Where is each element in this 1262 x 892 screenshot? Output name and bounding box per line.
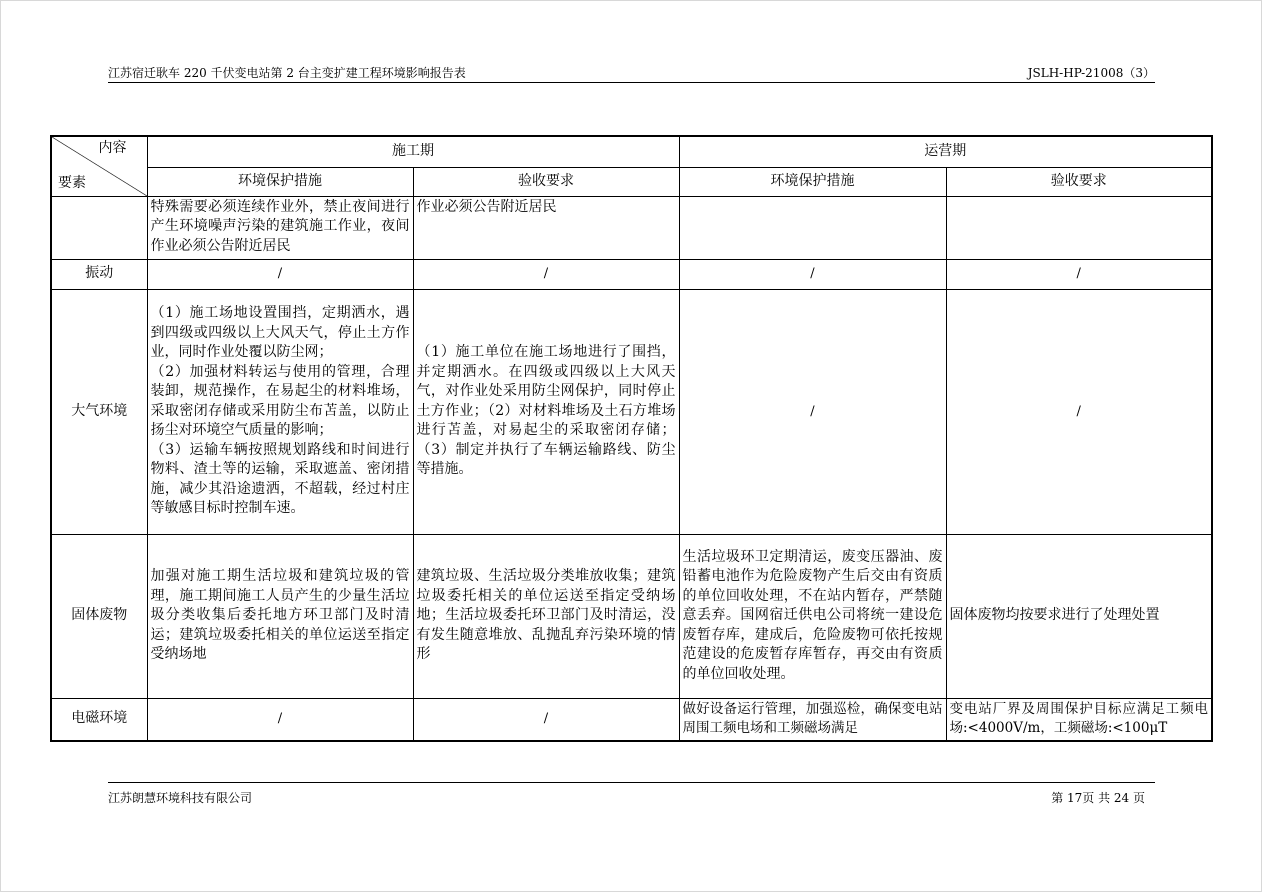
corner-header-cell (51, 136, 147, 196)
air-measure-1: （1）施工场地设置围挡，定期洒水，遇到四级或四级以上大风天气，停止土方作业，同时作业处覆以防尘网； (150, 305, 410, 361)
header-doc-code: JSLH-HP-21008（3） (1027, 66, 1155, 80)
em-operation-acceptance: 变电站厂界及周围保护目标应满足工频电场:<4000V/m，工频磁场:<100μT (946, 698, 1212, 741)
phase-operation-header: 运营期 (679, 136, 1212, 167)
vibration-construction-measures: / (147, 259, 413, 289)
noise-construction-acceptance: 作业必须公告附近居民 (413, 196, 679, 259)
table-row-noise-continued (51, 196, 1212, 259)
table-row-air (51, 289, 1212, 534)
air-construction-measures (147, 289, 413, 534)
phase-construction-header: 施工期 (147, 136, 679, 167)
table-header-row (51, 136, 1212, 167)
noise-construction-measures: 特殊需要必须连续作业外，禁止夜间进行产生环境噪声污染的建筑施工作业，夜间作业必须公告附近居民 (147, 196, 413, 259)
subheader-operation-acceptance: 验收要求 (946, 167, 1212, 196)
solid-operation-measures: 生活垃圾环卫定期清运，废变压器油、废铅蓄电池作为危险废物产生后交由有资质的单位回收处理，不在站内暂存，严禁随意丢弃。国网宿迁供电公司将统一建设危废暂存库，建成后，危险废物可依托按规范建设的危废暂存库暂存，再交由有资质的单位回收处理。 (679, 534, 946, 698)
noise-operation-acceptance (946, 196, 1212, 259)
table-subheader-row (51, 167, 1212, 196)
page-footer (108, 782, 1155, 805)
footer-company: 江苏朗慧环境科技有限公司 (108, 791, 253, 805)
table-row-solid-waste (51, 534, 1212, 698)
table-row-vibration (51, 259, 1212, 289)
vibration-operation-measures: / (679, 259, 946, 289)
table-row-electromagnetic (51, 698, 1212, 741)
row-label-electromagnetic: 电磁环境 (51, 698, 147, 741)
air-operation-acceptance: / (946, 289, 1212, 534)
subheader-operation-measures: 环境保护措施 (679, 167, 946, 196)
solid-operation-acceptance: 固体废物均按要求进行了处理处置 (946, 534, 1212, 698)
corner-label-element: 要素 (58, 175, 86, 191)
environmental-measures-table (50, 135, 1213, 742)
vibration-operation-acceptance: / (946, 259, 1212, 289)
header-title: 江苏宿迁耿车 220 千伏变电站第 2 台主变扩建工程环境影响报告表 (108, 66, 466, 80)
air-construction-acceptance: （1）施工单位在施工场地进行了围挡，并定期洒水。在四级或四级以上大风天气，对作业处采用防尘网保护，同时停止土方作业；（2）对材料堆场及土石方堆场进行苫盖，对易起尘的采取密闭存储；（3）制定并执行了车辆运输路线、防尘等措施。 (413, 289, 679, 534)
em-construction-measures: / (147, 698, 413, 741)
em-construction-acceptance: / (413, 698, 679, 741)
vibration-construction-acceptance: / (413, 259, 679, 289)
row-label-solid-waste: 固体废物 (51, 534, 147, 698)
noise-operation-measures (679, 196, 946, 259)
row-label-vibration: 振动 (51, 259, 147, 289)
row-label-empty (51, 196, 147, 259)
air-measure-2: （2）加强材料转运与使用的管理，合理装卸，规范操作，在易起尘的材料堆场，采取密闭存储或采用防尘布苫盖，以防止扬尘对环境空气质量的影响； (150, 363, 410, 439)
page-header (108, 64, 1155, 83)
subheader-construction-measures: 环境保护措施 (147, 167, 413, 196)
subheader-construction-acceptance: 验收要求 (413, 167, 679, 196)
solid-construction-measures: 加强对施工期生活垃圾和建筑垃圾的管理，施工期间施工人员产生的少量生活垃圾分类收集后委托地方环卫部门及时清运；建筑垃圾委托相关的单位运送至指定受纳场地 (147, 534, 413, 698)
corner-label-content: 内容 (98, 140, 127, 156)
air-measure-3: （3）运输车辆按照规划路线和时间进行物料、渣土等的运输，采取遮盖、密闭措施，减少其沿途遗洒，不超载，经过村庄等敏感目标时控制车速。 (150, 441, 410, 517)
air-operation-measures: / (679, 289, 946, 534)
solid-construction-acceptance: 建筑垃圾、生活垃圾分类堆放收集；建筑垃圾委托相关的单位运送至指定受纳场地；生活垃圾委托环卫部门及时清运，没有发生随意堆放、乱抛乱弃污染环境的情形 (413, 534, 679, 698)
em-operation-measures: 做好设备运行管理，加强巡检，确保变电站周围工频电场和工频磁场满足 (679, 698, 946, 741)
row-label-air: 大气环境 (51, 289, 147, 534)
footer-page-info: 第 17页 共 24 页 (1051, 791, 1145, 805)
